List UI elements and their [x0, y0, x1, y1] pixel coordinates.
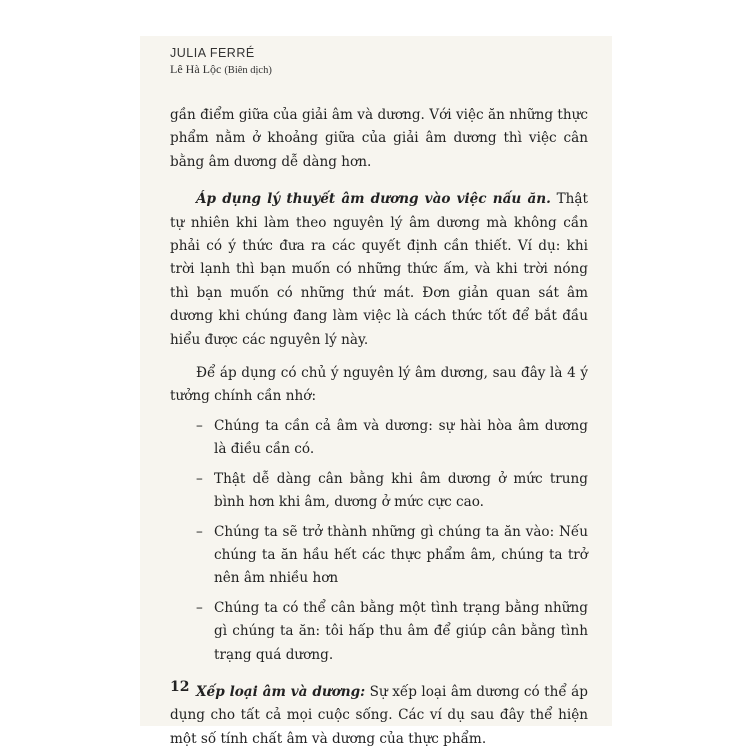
paragraph-ideas-intro: Để áp dụng có chủ ý nguyên lý âm dương, sau đây là 4 ý tưởng chính cần nhớ:: [170, 365, 588, 405]
translator-name: Lê Hà Lộc: [170, 62, 222, 76]
page-number: 12: [170, 679, 190, 695]
paragraph-intro: gần điểm giữa của giải âm và dương. Với việc ăn những thực phẩm nằm ở khoảng giữa của giải âm dương thì việc cân bằng âm dương dễ dàng hơn.: [170, 107, 588, 170]
list-item: [170, 597, 588, 667]
list-item: [170, 521, 588, 591]
translator-line: [170, 62, 272, 77]
list-dash: –: [196, 599, 203, 616]
ideas-list: [170, 415, 588, 667]
section-heading-classification: Xếp loại âm và dương:: [196, 683, 366, 700]
list-item-text: Chúng ta sẽ trở thành những gì chúng ta ăn vào: Nếu chúng ta ăn hầu hết các thực phẩm âm, chúng ta trở nên âm nhiều hơn: [214, 523, 588, 587]
list-item-text: Chúng ta có thể cân bằng một tình trạng bằng những gì chúng ta ăn: tôi hấp thu âm để giúp cân bằng tình trạng quá dương.: [214, 599, 588, 663]
author-name: JULIA FERRÉ: [170, 46, 255, 60]
translator-role: (Biên dịch): [224, 65, 272, 76]
book-page: [140, 36, 612, 747]
section-text-cooking: Thật tự nhiên khi làm theo nguyên lý âm dương mà không cần phải có ý thức đưa ra các quyết định cần thiết. Ví dụ: khi trời lạnh thì bạn muốn có những thức ấm, và khi trời nóng thì bạn muốn có những thứ mát. Đơn giản quan sát âm dương khi chúng đang làm việc là cách thức tốt để bắt đầu hiểu được các nguyên lý này.: [170, 191, 588, 348]
list-item: [170, 468, 588, 515]
list-dash: –: [196, 523, 203, 540]
paragraph-cooking: [170, 188, 588, 352]
section-text-classification: Sự xếp loại âm dương có thể áp dụng cho tất cả mọi cuộc sống. Các ví dụ sau đây thể hiện một số tính chất âm và dương của thực phẩm.: [170, 683, 588, 747]
page-header: [170, 46, 272, 77]
section-heading-cooking: Áp dụng lý thuyết âm dương vào việc nấu ăn.: [196, 191, 551, 208]
list-dash: –: [196, 470, 203, 487]
paragraph-classification: [170, 681, 588, 751]
list-item-text: Thật dễ dàng cân bằng khi âm dương ở mức trung bình hơn khi âm, dương ở mức cực cao.: [214, 470, 588, 511]
list-dash: –: [196, 417, 203, 434]
list-item-text: Chúng ta cần cả âm và dương: sự hài hòa âm dương là điều cần có.: [214, 417, 588, 458]
list-item: [170, 415, 588, 462]
page-body: [170, 104, 588, 751]
